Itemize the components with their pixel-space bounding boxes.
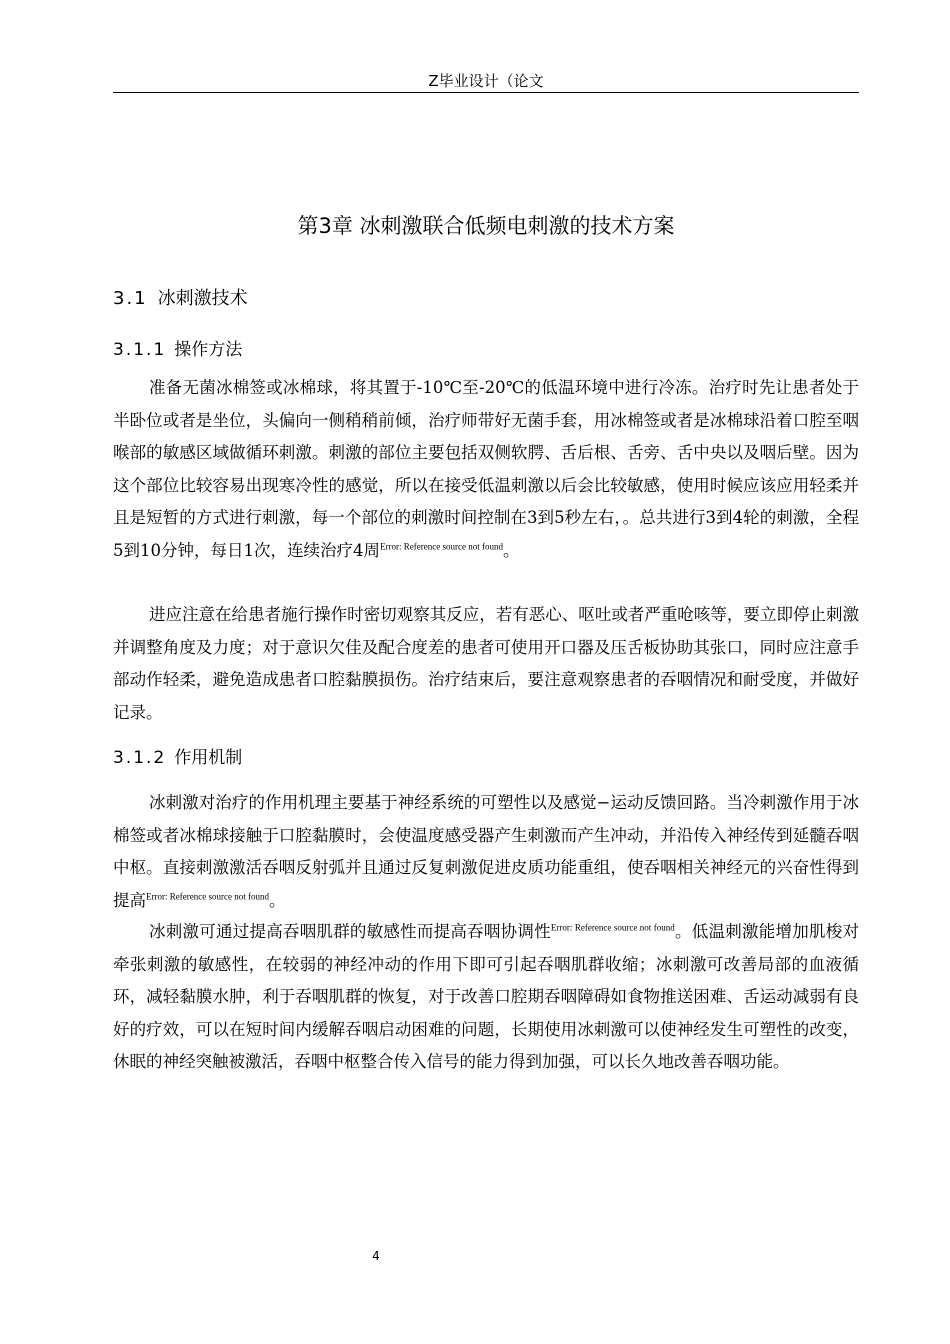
- header-rule: [113, 92, 859, 93]
- section-number: 3.1: [113, 288, 148, 309]
- subsection-title: 操作方法: [174, 340, 243, 360]
- chapter-title: 第3章 冰刺激联合低频电刺激的技术方案: [297, 214, 675, 238]
- section-title: 冰刺激技术: [157, 288, 248, 309]
- paragraph-text: 冰刺激对治疗的作用机理主要基于神经系统的可塑性以及感觉−运动反馈回路。当冷刺激作用于冰棉签或者冰棉球接触于口腔黏膜时，会使温度感受器产生刺激而产生冲动，并沿传入神经传到延髓吞咽中枢。直接刺激激活吞咽反射弧并且通过反复刺激促进皮质功能重组，使吞咽相关神经元的兴奋性得到提高: [113, 793, 859, 910]
- subsection-number: 3.1.2: [113, 748, 167, 768]
- paragraph-text: 进应注意在给患者施行操作时密切观察其反应，若有恶心、呕吐或者严重呛咳等，要立即停止刺激并调整角度及力度；对于意识欠佳及配合度差的患者可使用开口器及压舌板协助其张口，同时应注意手部动作轻柔，避免造成患者口腔黏膜损伤。治疗结束后，要注意观察患者的吞咽情况和耐受度，并做好记录。: [113, 605, 859, 722]
- subsection-title: 作用机制: [174, 748, 243, 768]
- reference-error: Error: Reference source not found: [146, 891, 269, 901]
- paragraph-operation-1: [113, 372, 859, 567]
- page-number: 4: [372, 1249, 380, 1263]
- subsection-heading-3-1-1: [113, 338, 242, 362]
- subsection-heading-3-1-2: [113, 746, 242, 770]
- paragraph-text: 准备无菌冰棉签或冰棉球，将其置于-10℃至-20℃的低温环境中进行冷冻。治疗时先让患者处于半卧位或者是坐位，头偏向一侧稍稍前倾，治疗师带好无菌手套，用冰棉签或者是冰棉球沿着口腔至咽喉部的敏感区域做循环刺激。刺激的部位主要包括双侧软腭、舌后根、舌旁、舌中央以及咽后壁。因为这个部位比较容易出现寒冷性的感觉，所以在接受低温刺激以后会比较敏感，使用时候应该应用轻柔并且是短暂的方式进行刺激，每一个部位的刺激时间控制在3到5秒左右，。总共进行3到4轮的刺激，全程5到10分钟，每日1次，连续治疗4周: [113, 378, 859, 560]
- paragraph-text-continued: 。低温刺激能增加肌梭对牵张刺激的敏感性，在较弱的神经冲动的作用下即可引起吞咽肌群收缩；冰刺激可改善局部的血液循环，减轻黏膜水肿，利于吞咽肌群的恢复，对于改善口腔期吞咽障碍如食物推送困难、舌运动减弱有良好的疗效，可以在短时间内缓解吞咽启动困难的问题，长期使用冰刺激可以使神经发生可塑性的改变，休眠的神经突触被激活，吞咽中枢整合传入信号的能力得到加强，可以长久地改善吞咽功能。: [113, 922, 860, 1071]
- paragraph-mechanism-2: [113, 916, 859, 1079]
- paragraph-end: 。: [268, 890, 286, 910]
- reference-error: Error: Reference source not found: [550, 922, 675, 933]
- paragraph-text: 冰刺激可通过提高吞咽肌群的敏感性而提高吞咽协调性: [149, 922, 551, 941]
- paragraph-end: 。: [502, 540, 520, 560]
- running-header: Z毕业设计（论文: [428, 72, 544, 90]
- subsection-number: 3.1.1: [113, 340, 167, 360]
- paragraph-mechanism-1: [113, 787, 859, 917]
- paragraph-operation-2: [113, 599, 859, 729]
- section-heading-3-1: [113, 287, 248, 311]
- reference-error: Error: Reference source not found: [380, 541, 503, 551]
